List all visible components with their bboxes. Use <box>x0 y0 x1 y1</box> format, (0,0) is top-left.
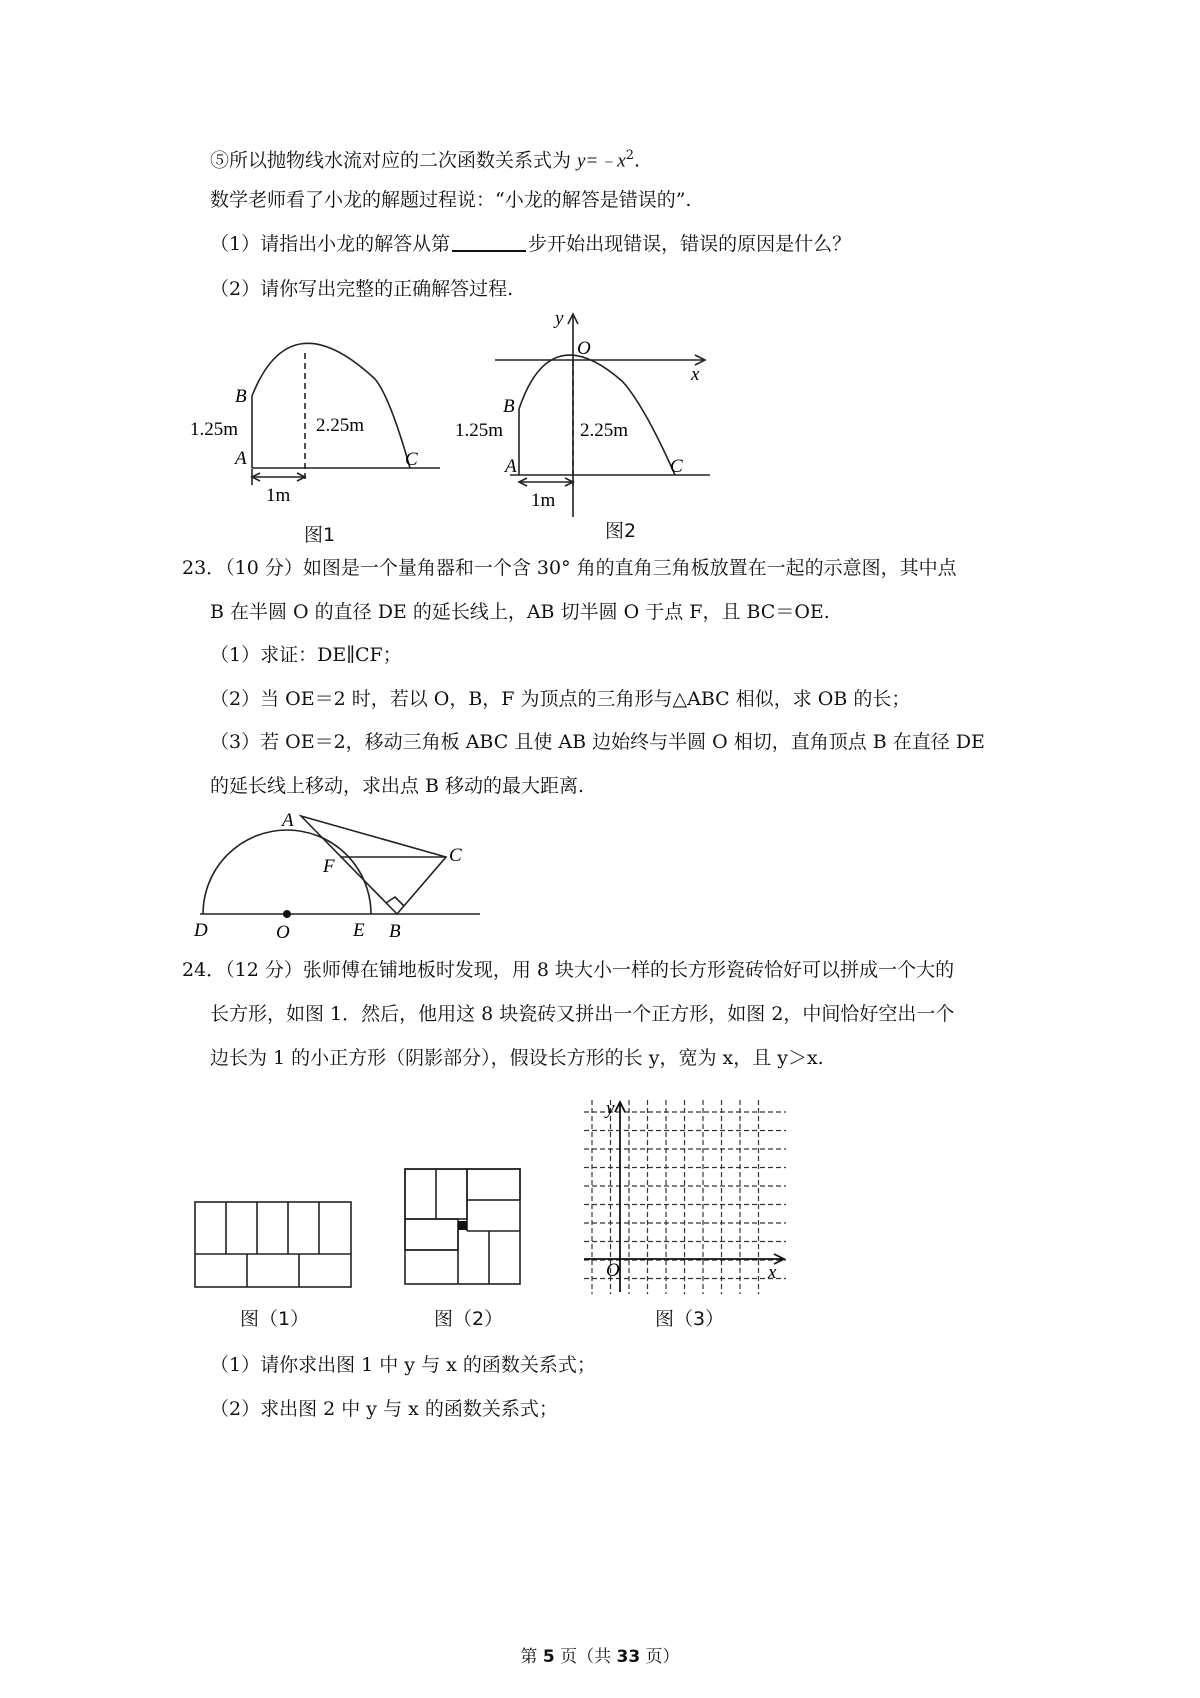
q23-semicircle <box>203 830 371 914</box>
fig1-width: 1m <box>266 485 291 506</box>
fig2-height-1: 1.25m <box>455 420 504 441</box>
fig2-label-x: x <box>691 364 700 385</box>
q23-part1: （1）求证：DE∥CF； <box>210 644 402 666</box>
q23-intro-line2: B 在半圆 O 的直径 DE 的延长线上，AB 切半圆 O 于点 F，且 BC＝OE. <box>210 601 830 623</box>
q22-step5-sup: 2 <box>625 148 635 163</box>
fig-1-outline <box>195 1202 351 1287</box>
fig-2-shaded-square <box>458 1221 467 1230</box>
q22-teacher-comment: 数学老师看了小龙的解题过程说：“小龙的解答是错误的”. <box>210 189 692 211</box>
grid-label-x: x <box>768 1262 777 1283</box>
q23-part3-line1: （3）若 OE＝2，移动三角板 ABC 且使 AB 边始终与半圆 O 相切，直角顶点 B 在直径 DE <box>210 731 985 753</box>
fig2-label-A: A <box>505 456 517 477</box>
q22-step5-formula: y=﹣x <box>577 150 626 172</box>
fig-1-caption: 图（1） <box>240 1308 310 1330</box>
page-number: 5 <box>542 1647 555 1667</box>
fig2-label-y: y <box>555 308 564 329</box>
q22-figure-2 <box>455 308 735 527</box>
q24-figure-1 <box>194 1201 354 1291</box>
q23-label-F: F <box>323 856 335 877</box>
q24-part1: （1）请你求出图 1 中 y 与 x 的函数关系式； <box>210 1354 596 1376</box>
fig1-parabola <box>252 343 410 468</box>
q23-intro-line1: 23．（10 分）如图是一个量角器和一个含 30° 角的直角三角板放置在一起的示意图，其中点 <box>182 557 957 579</box>
q22-figure-1 <box>190 345 450 545</box>
q23-label-C: C <box>449 845 462 866</box>
fig1-label-C: C <box>405 449 418 470</box>
q23-label-O: O <box>276 922 290 943</box>
q24-intro-line3: 边长为 1 的小正方形（阴影部分），假设长方形的长 y，宽为 x，且 y＞x. <box>210 1047 824 1069</box>
fig1-caption: 图1 <box>304 524 336 546</box>
fig2-parabola <box>519 355 675 475</box>
q24-intro-line2: 长方形，如图 1．然后，他用这 8 块瓷砖又拼出一个正方形，如图 2，中间恰好空出一个 <box>210 1003 955 1025</box>
fig2-width: 1m <box>531 490 556 511</box>
fig-2-caption: 图（2） <box>434 1308 504 1330</box>
q22-step5: ⑤所以抛物线水流对应的二次函数关系式为 $y=﹣x^2$. <box>210 148 641 172</box>
q22-part1: （1）请指出小龙的解答从第 步开始出现错误，错误的原因是什么？ <box>210 233 852 255</box>
fig2-label-O: O <box>577 338 591 359</box>
q23-part3-line2: 的延长线上移动，求出点 B 移动的最大距离. <box>210 775 585 797</box>
q24-intro-line1: 24．（12 分）张师傅在铺地板时发现，用 8 块大小一样的长方形瓷砖恰好可以拼成一个大的 <box>182 959 955 981</box>
fig-2-tile <box>405 1219 458 1250</box>
fig1-label-A: A <box>235 448 247 469</box>
grid-label-O: O <box>606 1260 620 1281</box>
q23-label-A: A <box>282 810 294 831</box>
q24-part2: （2）求出图 2 中 y 与 x 的函数关系式； <box>210 1398 558 1420</box>
q23-figure <box>190 810 490 943</box>
fig2-label-B: B <box>503 396 515 417</box>
q23-part2: （2）当 OE＝2 时，若以 O，B，F 为顶点的三角形与△ABC 相似，求 OB 的长； <box>210 688 911 710</box>
q23-center-dot <box>283 910 291 918</box>
fig2-height-2: 2.25m <box>580 420 629 441</box>
fig1-height-2: 2.25m <box>316 415 365 436</box>
fig-3-caption: 图（3） <box>655 1308 725 1330</box>
q24-figure-2 <box>404 1168 524 1288</box>
fig2-caption: 图2 <box>605 520 637 542</box>
grid-label-y: y <box>606 1098 615 1119</box>
fig1-height-1: 1.25m <box>190 419 239 440</box>
q24-figure-3-grid <box>582 1098 792 1298</box>
q22-answer-blank[interactable] <box>452 232 526 252</box>
q23-label-B: B <box>389 921 401 942</box>
fig-2-tile <box>467 1169 520 1200</box>
page-footer: 第 5 页（共 33 页） <box>520 1647 680 1667</box>
fig2-label-C: C <box>670 456 683 477</box>
q23-label-E: E <box>353 920 365 941</box>
fig1-label-B: B <box>235 386 247 407</box>
q22-part2: （2）请你写出完整的正确解答过程. <box>210 278 514 300</box>
page-total: 33 <box>616 1647 641 1667</box>
q23-label-D: D <box>194 920 208 941</box>
